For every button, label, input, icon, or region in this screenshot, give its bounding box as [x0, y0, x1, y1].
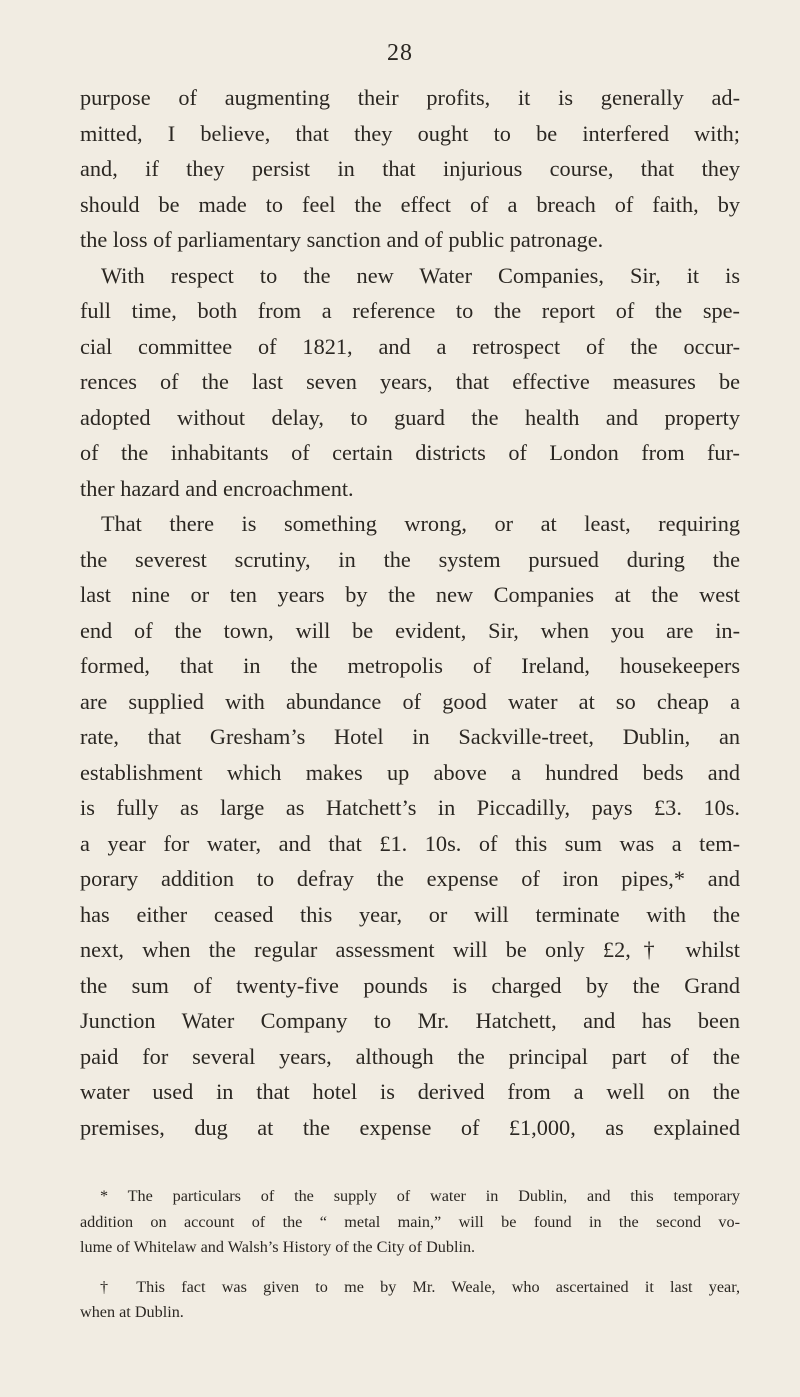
text-line: rate, that Gresham’s Hotel in Sackville-treet, Dublin, an — [80, 724, 740, 749]
text-line: porary addition to defray the expense of iron pipes,* and — [80, 866, 740, 891]
text-line: Junction Water Company to Mr. Hatchett, and has been — [80, 1008, 740, 1033]
text-line: formed, that in the metropolis of Ireland, housekeepers — [80, 653, 740, 678]
page-number: 28 — [387, 40, 413, 66]
text-line: That there is something wrong, or at least, requiring — [101, 511, 740, 536]
footnotes — [80, 1184, 740, 1326]
text-line: a year for water, and that £1. 10s. of this sum was a tem- — [80, 830, 740, 856]
footnote-line: lume of Whitelaw and Walsh’s History of the City of Dublin. — [80, 1238, 476, 1256]
footnote-line: * The particulars of the supply of water in Dublin, and this temporary — [100, 1187, 740, 1205]
body-text — [80, 80, 740, 1145]
text-line: full time, both from a reference to the report of the spe- — [80, 298, 740, 323]
text-line: of the inhabitants of certain districts of London from fur- — [80, 440, 740, 465]
text-line: With respect to the new Water Companies, Sir, it is — [101, 262, 740, 288]
footnote-line: when at Dublin. — [80, 1303, 184, 1321]
text-line: the sum of twenty-five pounds is charged by the Grand — [80, 972, 740, 998]
text-line: end of the town, will be evident, Sir, when you are in- — [80, 617, 740, 643]
text-line: are supplied with abundance of good water at so cheap a — [80, 688, 740, 714]
text-line: is fully as large as Hatchett’s in Piccadilly, pays £3. 10s. — [80, 795, 740, 820]
text-line: establishment which makes up above a hundred beds and — [80, 759, 740, 785]
text-line: purpose of augmenting their profits, it is generally ad- — [80, 85, 740, 110]
footnote — [80, 1275, 740, 1326]
text-line: the severest scrutiny, in the system pursued during the — [80, 546, 740, 572]
text-line: ther hazard and encroachment. — [80, 475, 354, 501]
text-line: and, if they persist in that injurious course, that they — [80, 156, 740, 181]
text-line: rences of the last seven years, that effective measures be — [80, 369, 740, 394]
text-line: premises, dug at the expense of £1,000, as explained — [80, 1114, 740, 1140]
footnote — [80, 1184, 740, 1261]
text-line: has either ceased this year, or will terminate with the — [80, 901, 740, 927]
footnote-line: addition on account of the “ metal main,” will be found in the second vo- — [80, 1212, 740, 1231]
text-line: adopted without delay, to guard the health and property — [80, 404, 740, 430]
text-line: the loss of parliamentary sanction and of public patronage. — [80, 227, 604, 252]
text-line: should be made to feel the effect of a breach of faith, by — [80, 191, 740, 217]
text-line: last nine or ten years by the new Companies at the west — [80, 582, 740, 607]
footnote-line: † This fact was given to me by Mr. Weale, who ascertained it last year, — [100, 1277, 740, 1296]
text-line: cial committee of 1821, and a retrospect of the occur- — [80, 333, 740, 359]
text-line: paid for several years, although the principal part of the — [80, 1043, 740, 1069]
text-line: next, when the regular assessment will be only £2,† whilst — [80, 937, 740, 962]
text-line: water used in that hotel is derived from a well on the — [80, 1079, 740, 1104]
text-line: mitted, I believe, that they ought to be interfered with; — [80, 120, 740, 146]
